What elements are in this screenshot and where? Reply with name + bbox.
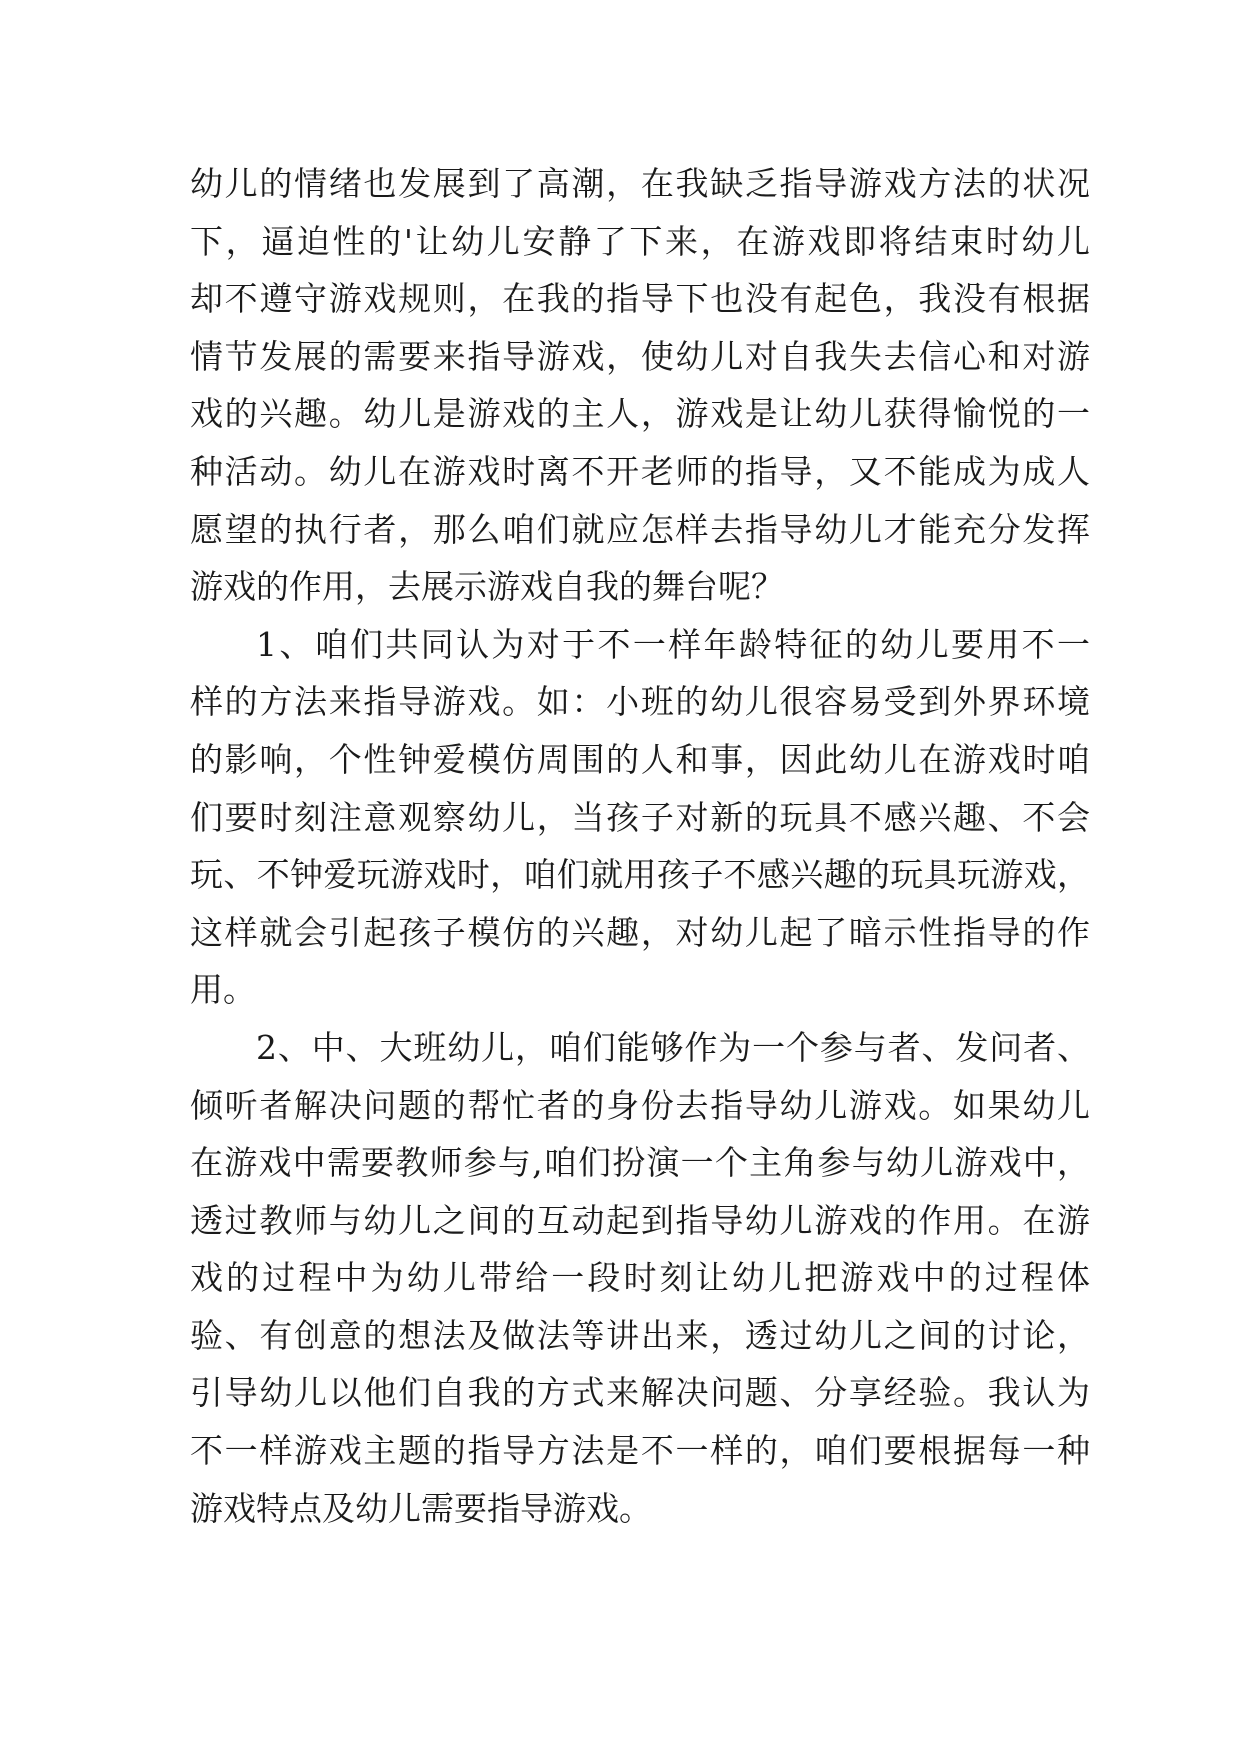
text-line: 倾听者解决问题的帮忙者的身份去指导幼儿游戏。如果幼儿 (190, 1085, 1090, 1125)
text-line: 玩、不钟爱玩游戏时，咱们就用孩子不感兴趣的玩具玩游戏， (190, 855, 1090, 895)
text-line: 游戏特点及幼儿需要指导游戏。 (190, 1488, 652, 1528)
text-line: 不一样游戏主题的指导方法是不一样的，咱们要根据每一种 (190, 1431, 1090, 1471)
text-line: 在游戏中需要教师参与,咱们扮演一个主角参与幼儿游戏中， (190, 1143, 1090, 1183)
text-line: 却不遵守游戏规则，在我的指导下也没有起色，我没有根据 (190, 279, 1090, 319)
body-text (190, 155, 1090, 1537)
text-line: 幼儿的情绪也发展到了高潮，在我缺乏指导游戏方法的状况 (190, 164, 1090, 203)
text-line: 引导幼儿以他们自我的方式来解决问题、分享经验。我认为 (190, 1373, 1090, 1413)
text-line: 2、中、大班幼儿，咱们能够作为一个参与者、发问者、 (256, 1027, 1090, 1067)
text-line: 的影响，个性钟爱模仿周围的人和事，因此幼儿在游戏时咱 (190, 739, 1090, 779)
text-line: 1、咱们共同认为对于不一样年龄特征的幼儿要用不一 (256, 624, 1090, 664)
text-line: 透过教师与幼儿之间的互动起到指导幼儿游戏的作用。在游 (190, 1200, 1090, 1240)
text-line: 种活动。幼儿在游戏时离不开老师的指导，又不能成为成人 (190, 451, 1090, 491)
text-line: 下，逼迫性的'让幼儿安静了下来，在游戏即将结束时幼儿 (190, 221, 1090, 261)
text-line: 戏的过程中为幼儿带给一段时刻让幼儿把游戏中的过程体 (190, 1258, 1090, 1298)
text-line: 愿望的执行者，那么咱们就应怎样去指导幼儿才能充分发挥 (190, 509, 1090, 549)
text-line: 样的方法来指导游戏。如：小班的幼儿很容易受到外界环境 (190, 682, 1090, 722)
text-line: 情节发展的需要来指导游戏，使幼儿对自我失去信心和对游 (190, 336, 1090, 376)
text-line: 们要时刻注意观察幼儿，当孩子对新的玩具不感兴趣、不会 (190, 797, 1090, 837)
text-line: 戏的兴趣。幼儿是游戏的主人，游戏是让幼儿获得愉悦的一 (190, 394, 1090, 434)
text-line: 验、有创意的想法及做法等讲出来，透过幼儿之间的讨论， (190, 1315, 1090, 1355)
text-line: 游戏的作用，去展示游戏自我的舞台呢？ (190, 567, 784, 607)
text-line: 用。 (190, 970, 256, 1010)
text-line: 这样就会引起孩子模仿的兴趣，对幼儿起了暗示性指导的作 (190, 912, 1090, 952)
